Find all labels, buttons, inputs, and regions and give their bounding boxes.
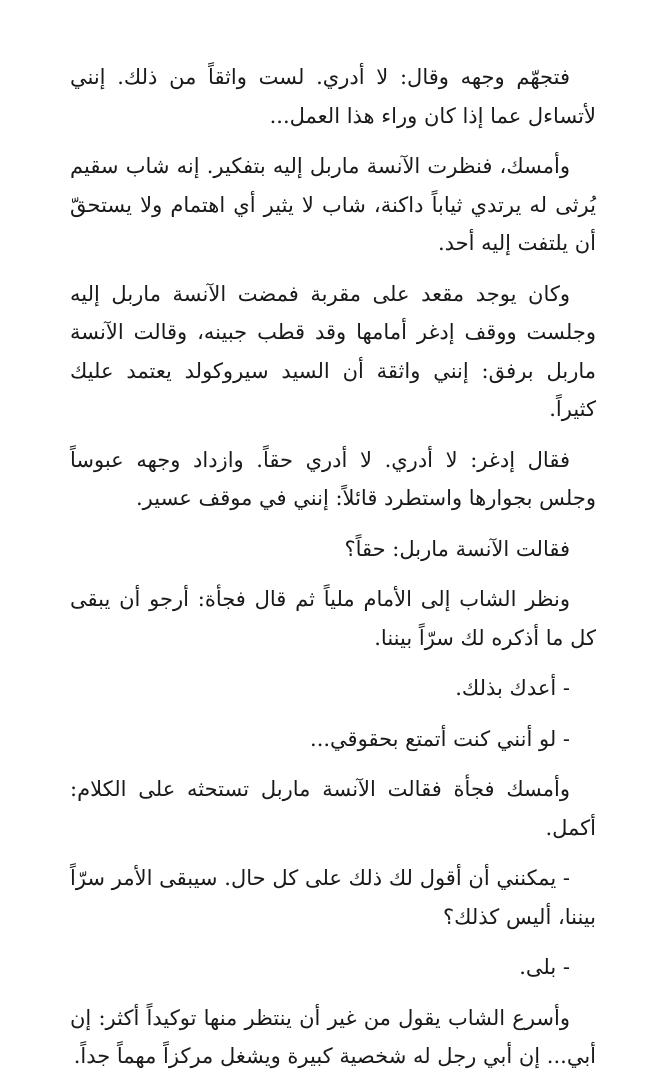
document-page xyxy=(70,58,596,1088)
dialogue-line-4: - بلى. xyxy=(519,955,570,979)
paragraph-1: فتجهّم وجهه وقال: لا أدري. لست واثقاً من ذلك. إنني لأتساءل عما إذا كان وراء هذا العمل... xyxy=(70,65,596,128)
paragraph-7: وأمسك فجأة فقالت الآنسة ماربل تستحثه على الكلام: أكمل. xyxy=(70,777,596,840)
dialogue-line-1: - أعدك بذلك. xyxy=(455,676,570,700)
paragraph-8: وأسرع الشاب يقول من غير أن ينتظر منها توكيداً أكثر: إن أبي... إن أبي رجل له شخصية كبيرة ويشغل مركزاً مهماً جداً. xyxy=(70,1005,596,1068)
dialogue-line-3: - يمكنني أن أقول لك ذلك على كل حال. سيبقى الأمر سرّاً بيننا، أليس كذلك؟ xyxy=(70,866,596,929)
paragraph-4: فقال إدغر: لا أدري. لا أدري حقاً. وازداد وجهه عبوساً وجلس بجوارها واستطرد قائلاً: إنني في موقف عسير. xyxy=(70,447,596,510)
paragraph-6: ونظر الشاب إلى الأمام ملياً ثم قال فجأة: أرجو أن يبقى كل ما أذكره لك سرّاً بيننا. xyxy=(70,587,596,650)
paragraph-5: فقالت الآنسة ماربل: حقاً؟ xyxy=(344,536,570,561)
paragraph-2: وأمسك، فنظرت الآنسة ماربل إليه بتفكير. إنه شاب سقيم يُرثى له يرتدي ثياباً داكنة، شاب لا يثير أي اهتمام ولا يستحقّ أن يلتفت إليه أحد. xyxy=(70,154,596,255)
dialogue-line-2: - لو أنني كنت أتمتع بحقوقي... xyxy=(310,726,570,751)
paragraph-3: وكان يوجد مقعد على مقربة فمضت الآنسة ماربل إليه وجلست ووقف إدغر أمامها وقد قطب جبينه، وقالت الآنسة ماربل برفق: إنني واثقة أن السيد سيروكولد يعتمد عليك كثيراً. xyxy=(70,281,596,421)
